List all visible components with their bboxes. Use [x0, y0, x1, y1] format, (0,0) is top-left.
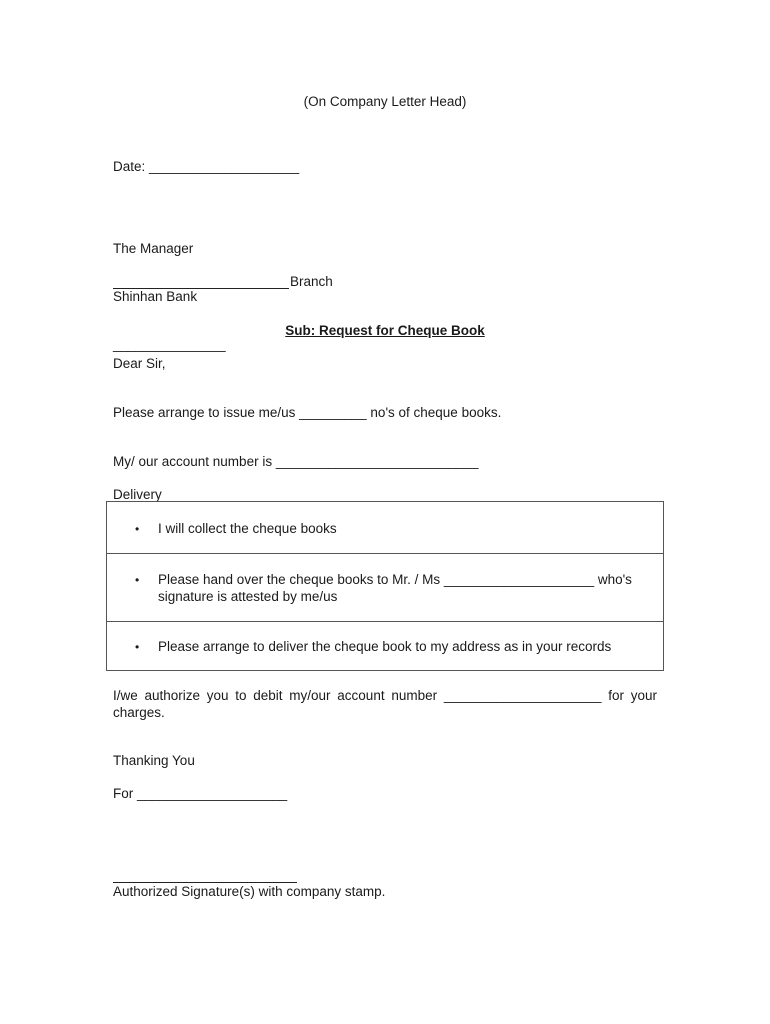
- delivery-option-text: I will collect the cheque books: [158, 521, 337, 536]
- delivery-option-collect: [107, 502, 663, 553]
- issue-request-paragraph: Please arrange to issue me/us _________ no's of cheque books.: [113, 405, 502, 420]
- delivery-option-text: Please hand over the cheque books to Mr. / Ms ____________________ who's signature is attested by me/us: [158, 572, 632, 604]
- addressee-title: The Manager: [113, 241, 194, 256]
- letterhead-note: (On Company Letter Head): [303, 94, 467, 109]
- subject-heading: Sub: Request for Cheque Book: [285, 323, 485, 338]
- bullet-icon: •: [135, 640, 140, 654]
- debit-authorization-paragraph: I/we authorize you to debit my/our account number _____________________ for your charges.: [113, 688, 657, 720]
- addressee-bank: Shinhan Bank: [113, 289, 198, 304]
- date-line: Date: ____________________: [113, 159, 300, 174]
- closing-thanks: Thanking You: [113, 753, 195, 768]
- addressee-blank-line: _______________: [113, 337, 226, 352]
- signature-label: Authorized Signature(s) with company stamp.: [113, 884, 386, 899]
- bullet-icon: •: [135, 522, 140, 536]
- delivery-option-hand-over: [107, 553, 663, 621]
- signature-line: [113, 882, 297, 883]
- delivery-options-table: [106, 501, 664, 671]
- bullet-icon: •: [135, 573, 140, 587]
- delivery-label: Delivery: [113, 487, 162, 502]
- delivery-option-text: Please arrange to deliver the cheque book to my address as in your records: [158, 639, 612, 654]
- delivery-option-address: [107, 621, 663, 670]
- branch-label: Branch: [290, 274, 333, 289]
- for-line: For ____________________: [113, 786, 288, 801]
- branch-name-line: [113, 288, 289, 289]
- account-number-paragraph: My/ our account number is ___________________________: [113, 454, 479, 469]
- salutation: Dear Sir,: [113, 356, 166, 371]
